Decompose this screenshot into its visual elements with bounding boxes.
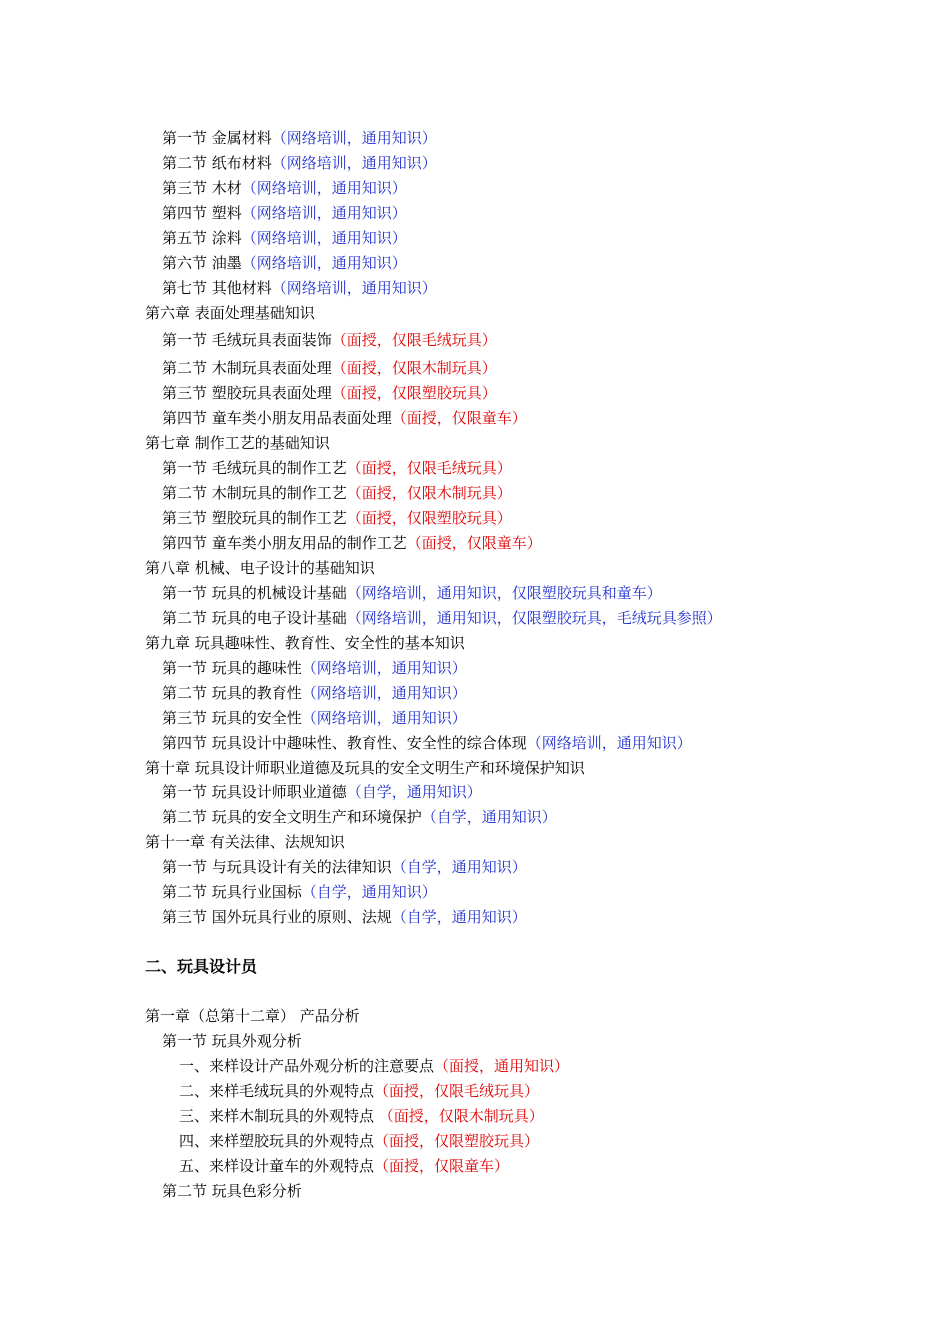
subsection-line: [179, 1081, 539, 1101]
line-note: （网络培训，通用知识）: [241, 229, 407, 247]
line-title: 第一节 玩具设计师职业道德: [162, 783, 347, 801]
line-note: （自学，通用知识）: [391, 908, 527, 926]
line-title: 第五节 涂料: [162, 229, 242, 247]
line-title: 第四节 童车类小朋友用品表面处理: [162, 409, 392, 427]
line-title: 第四节 玩具设计中趣味性、教育性、安全性的综合体现: [162, 734, 527, 752]
line-title: 第一节 与玩具设计有关的法律知识: [162, 858, 392, 876]
chapter-line: [145, 832, 345, 852]
line-note: （网络培训，通用知识）: [271, 154, 437, 172]
line-note: （面授，仅限塑胶玩具）: [346, 509, 512, 527]
line-title: 第一节 玩具的趣味性: [162, 659, 302, 677]
section-heading: 二、玩具设计员: [145, 957, 258, 976]
subsection-line: [179, 1156, 509, 1176]
line-title: 第四节 塑料: [162, 204, 242, 222]
line-note: （网络培训，通用知识）: [526, 734, 692, 752]
chapter-line: [145, 1006, 360, 1026]
section-line: [162, 278, 437, 298]
line-note: （自学，通用知识）: [346, 783, 482, 801]
line-note: （面授，仅限童车）: [391, 409, 527, 427]
chapter-line: [145, 433, 330, 453]
section-line: [162, 483, 512, 503]
line-title: 第二节 木制玩具的制作工艺: [162, 484, 347, 502]
line-title: 第三节 塑胶玩具表面处理: [162, 384, 332, 402]
line-note: （网络培训，通用知识）: [301, 709, 467, 727]
line-note: （面授，仅限塑胶玩具）: [331, 384, 497, 402]
line-title: 第二节 纸布材料: [162, 154, 272, 172]
section-line: [162, 857, 527, 877]
line-title: 第十一章 有关法律、法规知识: [145, 833, 345, 851]
section-line: [162, 358, 497, 378]
section-line: [162, 733, 692, 753]
line-title: 四、来样塑胶玩具的外观特点: [179, 1132, 375, 1150]
line-title: 第一节 毛绒玩具的制作工艺: [162, 459, 347, 477]
line-note: （网络培训，通用知识，仅限塑胶玩具和童车）: [346, 584, 662, 602]
line-title: 第三节 塑胶玩具的制作工艺: [162, 509, 347, 527]
section-line: [162, 330, 497, 350]
section-line: [162, 782, 482, 802]
line-title: 第七章 制作工艺的基础知识: [145, 434, 330, 452]
line-title: 第六章 表面处理基础知识: [145, 304, 315, 322]
section-line: [162, 683, 467, 703]
section-line: [162, 178, 407, 198]
section-line: [162, 253, 407, 273]
section-line: [162, 508, 512, 528]
line-note: （自学，通用知识）: [421, 808, 557, 826]
line-note: （面授，仅限毛绒玩具）: [346, 459, 512, 477]
section-line: [162, 907, 527, 927]
line-note: （面授，仅限塑胶玩具）: [374, 1132, 540, 1150]
section-line: [162, 882, 437, 902]
line-title: 第二节 木制玩具表面处理: [162, 359, 332, 377]
line-title: 第二节 玩具色彩分析: [162, 1182, 302, 1200]
line-note: （网络培训，通用知识）: [301, 659, 467, 677]
line-note: （面授，仅限童车）: [374, 1157, 510, 1175]
line-note: （面授，通用知识）: [434, 1057, 570, 1075]
line-note: （面授，仅限毛绒玩具）: [374, 1082, 540, 1100]
line-title: 第七节 其他材料: [162, 279, 272, 297]
line-title: 一、来样设计产品外观分析的注意要点: [179, 1057, 435, 1075]
line-note: （网络培训，通用知识，仅限塑胶玩具，毛绒玩具参照）: [346, 609, 722, 627]
line-title: 第四节 童车类小朋友用品的制作工艺: [162, 534, 407, 552]
section-line: [162, 228, 407, 248]
line-note: （网络培训，通用知识）: [241, 179, 407, 197]
section-line: [162, 408, 527, 428]
chapter-line: [145, 303, 315, 323]
line-title: 第二节 玩具的教育性: [162, 684, 302, 702]
line-title: 三、来样木制玩具的外观特点: [179, 1107, 379, 1125]
line-title: 第六节 油墨: [162, 254, 242, 272]
section-line: [162, 128, 437, 148]
section-line: [162, 807, 557, 827]
line-title: 第三节 玩具的安全性: [162, 709, 302, 727]
section-line: [162, 533, 542, 553]
line-title: 五、来样设计童车的外观特点: [179, 1157, 375, 1175]
line-title: 第二节 玩具的电子设计基础: [162, 609, 347, 627]
section-line: [162, 383, 497, 403]
line-title: 第十章 玩具设计师职业道德及玩具的安全文明生产和环境保护知识: [145, 759, 585, 777]
section-line: [162, 458, 512, 478]
section-line: [162, 658, 467, 678]
line-note: （网络培训，通用知识）: [241, 254, 407, 272]
line-title: 第八章 机械、电子设计的基础知识: [145, 559, 375, 577]
line-title: 第一节 毛绒玩具表面装饰: [162, 331, 332, 349]
line-title: 第二节 玩具的安全文明生产和环境保护: [162, 808, 422, 826]
line-note: （面授，仅限木制玩具）: [331, 359, 497, 377]
line-note: （面授，仅限木制玩具）: [346, 484, 512, 502]
line-title: 第三节 木材: [162, 179, 242, 197]
line-note: （网络培训，通用知识）: [301, 684, 467, 702]
chapter-line: [145, 758, 585, 778]
subsection-line: [179, 1131, 539, 1151]
line-title: 第一节 金属材料: [162, 129, 272, 147]
line-title: 第二节 玩具行业国标: [162, 883, 302, 901]
line-note: （自学，通用知识）: [391, 858, 527, 876]
line-title: 第一节 玩具的机械设计基础: [162, 584, 347, 602]
subsection-line: [179, 1056, 569, 1076]
line-title: 二、来样毛绒玩具的外观特点: [179, 1082, 375, 1100]
section-line: [162, 583, 662, 603]
section-line: [162, 203, 407, 223]
line-note: （网络培训，通用知识）: [271, 279, 437, 297]
chapter-line: [145, 558, 375, 578]
line-note: （自学，通用知识）: [301, 883, 437, 901]
line-title: 第一章（总第十二章） 产品分析: [145, 1007, 360, 1025]
section-line: [162, 608, 722, 628]
section-line: [162, 153, 437, 173]
line-note: （网络培训，通用知识）: [271, 129, 437, 147]
line-note: （面授，仅限毛绒玩具）: [331, 331, 497, 349]
section-line: [162, 708, 467, 728]
chapter-line: [145, 633, 465, 653]
section-line: [162, 1181, 302, 1201]
line-title: 第一节 玩具外观分析: [162, 1032, 302, 1050]
line-note: （面授，仅限童车）: [406, 534, 542, 552]
subsection-line: [179, 1106, 544, 1126]
line-title: 第九章 玩具趣味性、教育性、安全性的基本知识: [145, 634, 465, 652]
line-note: （网络培训，通用知识）: [241, 204, 407, 222]
line-note: （面授，仅限木制玩具）: [378, 1107, 544, 1125]
line-title: 第三节 国外玩具行业的原则、法规: [162, 908, 392, 926]
section-line: [162, 1031, 302, 1051]
